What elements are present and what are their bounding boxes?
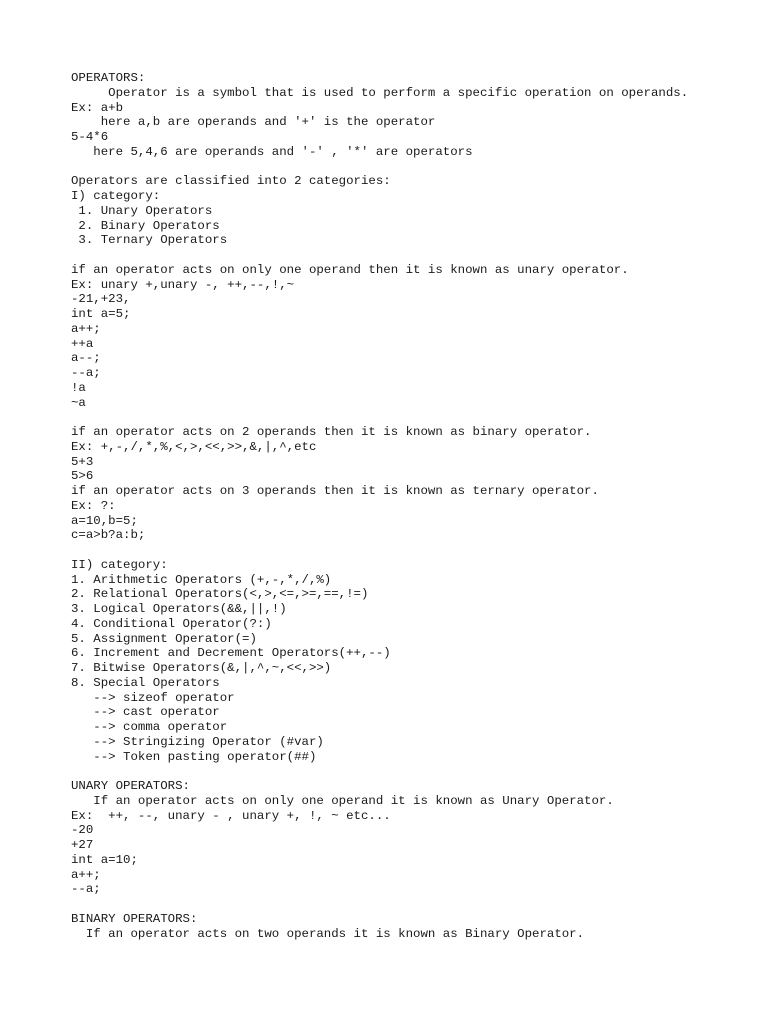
text-line: ~a bbox=[71, 395, 86, 410]
blank-line bbox=[71, 160, 751, 175]
text-line: a++; bbox=[71, 867, 101, 882]
text-line: 5-4*6 bbox=[71, 130, 109, 144]
text-line: here 5,4,6 are operands and '-' , '*' are operators bbox=[71, 144, 473, 159]
text-line: !a bbox=[71, 380, 86, 395]
text-line: --> Stringizing Operator (#var) bbox=[71, 734, 324, 749]
blank-line bbox=[71, 764, 751, 779]
text-line: Ex: unary +,unary -, ++,--,!,~ bbox=[71, 277, 295, 292]
text-line: here a,b are operands and '+' is the operator bbox=[71, 115, 436, 130]
text-line: 5+3 bbox=[71, 454, 94, 469]
text-line: If an operator acts on two operands it is known as Binary Operator. bbox=[71, 926, 585, 941]
text-line: --> Token pasting operator(##) bbox=[71, 749, 317, 764]
text-line: --> comma operator bbox=[71, 720, 228, 734]
text-line: OPERATORS: bbox=[71, 71, 146, 85]
text-line: ++a bbox=[71, 336, 94, 351]
text-line: 3. Logical Operators(&&,||,!) bbox=[71, 602, 287, 616]
text-line: -20 bbox=[71, 823, 94, 838]
text-line: --> cast operator bbox=[71, 705, 220, 720]
text-line: Ex: a+b bbox=[71, 100, 124, 115]
text-line: 4. Conditional Operator(?:) bbox=[71, 616, 272, 631]
text-line: I) category: bbox=[71, 189, 161, 203]
text-line: 2. Binary Operators bbox=[71, 218, 220, 233]
blank-line bbox=[71, 410, 751, 425]
text-line: +27 bbox=[71, 838, 94, 852]
text-line: if an operator acts on only one operand then it is known as unary operator. bbox=[71, 262, 629, 277]
text-line: -21,+23, bbox=[71, 292, 131, 307]
text-line: 5. Assignment Operator(=) bbox=[71, 631, 257, 646]
text-line: 8. Special Operators bbox=[71, 675, 220, 690]
text-line: --> sizeof operator bbox=[71, 690, 235, 705]
document-body bbox=[71, 71, 751, 941]
text-line: --a; bbox=[71, 366, 101, 380]
text-line: a=10,b=5; bbox=[71, 513, 138, 528]
text-line: --a; bbox=[71, 882, 101, 897]
text-line: UNARY OPERATORS: bbox=[71, 779, 190, 793]
text-line: 5>6 bbox=[71, 469, 94, 484]
blank-line bbox=[71, 543, 751, 558]
blank-line bbox=[71, 897, 751, 912]
text-line: 3. Ternary Operators bbox=[71, 233, 228, 248]
text-line: 2. Relational Operators(<,>,<=,>=,==,!=) bbox=[71, 587, 369, 602]
text-line: 7. Bitwise Operators(&,|,^,~,<<,>>) bbox=[71, 661, 332, 675]
text-line: int a=10; bbox=[71, 852, 138, 867]
text-line: if an operator acts on 3 operands then it is known as ternary operator. bbox=[71, 484, 599, 498]
blank-line bbox=[71, 248, 751, 263]
text-line: BINARY OPERATORS: bbox=[71, 911, 198, 926]
text-line: Ex: ++, --, unary - , unary +, !, ~ etc... bbox=[71, 808, 391, 823]
text-line: Ex: ?: bbox=[71, 498, 116, 513]
text-line: 6. Increment and Decrement Operators(++,--) bbox=[71, 646, 391, 661]
text-line: if an operator acts on 2 operands then it is known as binary operator. bbox=[71, 425, 592, 439]
text-line: a--; bbox=[71, 351, 101, 366]
text-line: 1. Unary Operators bbox=[71, 203, 213, 218]
text-line: II) category: bbox=[71, 557, 168, 572]
text-line: Operator is a symbol that is used to perform a specific operation on operands. bbox=[71, 85, 689, 100]
text-line: 1. Arithmetic Operators (+,-,*,/,%) bbox=[71, 572, 332, 587]
text-line: c=a>b?a:b; bbox=[71, 528, 146, 543]
text-line: int a=5; bbox=[71, 307, 131, 321]
text-line: Operators are classified into 2 categories: bbox=[71, 174, 391, 189]
text-line: If an operator acts on only one operand it is known as Unary Operator. bbox=[71, 793, 614, 808]
text-line: a++; bbox=[71, 321, 101, 336]
text-line: Ex: +,-,/,*,%,<,>,<<,>>,&,|,^,etc bbox=[71, 439, 317, 454]
